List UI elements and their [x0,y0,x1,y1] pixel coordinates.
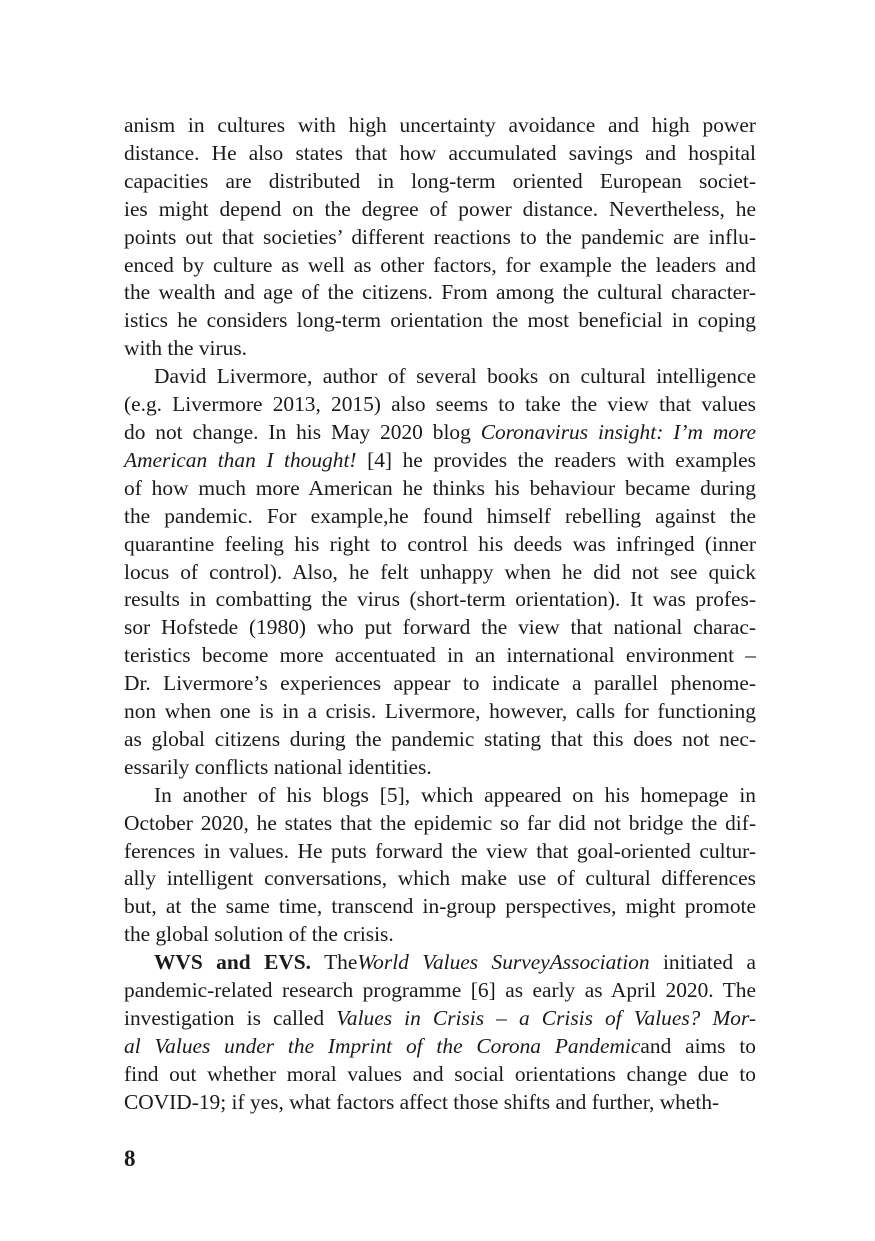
text-line [124,838,756,866]
text-line [124,1089,756,1117]
text-line [124,335,756,363]
text-run: COVID-19; if yes, what factors affect those shifts and further, wheth- [124,1089,720,1114]
text-run: essarily conflicts national identities. [124,754,432,779]
text-run: enced by culture as well as other factors, for example the leaders and [124,252,756,277]
text-run: results in combatting the virus (short-term orientation). It was profes- [124,587,756,612]
text-run: quarantine feeling his right to control his deeds was infringed (inner [124,531,756,556]
text-line [124,363,756,391]
text-line [124,475,756,503]
text-line [124,642,756,670]
page-number: 8 [124,1146,136,1171]
text-run: October 2020, he states that the epidemic so far did not bridge the dif- [124,810,756,835]
text-run: ferences in values. He puts forward the view that goal-oriented cultur- [124,838,756,863]
text-run: of how much more American he thinks his behaviour became during [124,475,756,500]
text-run: ies might depend on the degree of power distance. Nevertheless, he [124,196,756,221]
paragraph [124,782,756,949]
paragraph [124,112,756,363]
text-run: sor Hofstede (1980) who put forward the view that national charac- [124,615,756,640]
text-line [124,1005,756,1033]
text-run: ally intelligent conversations, which make use of cultural differences [124,866,756,891]
paragraph [124,949,756,1116]
text-run: istics he considers long-term orientation the most beneficial in coping [124,308,756,333]
text-line [124,503,756,531]
text-line [124,726,756,754]
text-line [124,419,756,447]
text-run: find out whether moral values and social orientations change due to [124,1061,756,1086]
text-run: distance. He also states that how accumulated savings and hospital [124,140,756,165]
text-line [124,893,756,921]
text-run: the pandemic. For example,he found himself rebelling against the [124,503,756,528]
text-run: The [311,950,358,975]
text-line [124,977,756,1005]
text-line [124,921,756,949]
text-run: the global solution of the crisis. [124,922,394,947]
text-line [124,670,756,698]
paragraph [124,363,756,782]
text-run: David Livermore, author of several books on cultural intelligence [154,364,756,389]
text-run: and aims to [640,1033,756,1058]
text-run: the wealth and age of the citizens. From among the cultural character- [124,280,756,305]
text-run: with the virus. [124,336,247,361]
text-line [124,196,756,224]
text-line [124,586,756,614]
text-line [124,698,756,726]
text-line [124,614,756,642]
text-line [124,279,756,307]
text-line [124,1033,756,1061]
run-in-heading: WVS and EVS. [154,950,312,975]
text-line [124,140,756,168]
text-run: but, at the same time, transcend in-group perspectives, might promote [124,894,756,919]
text-run: pandemic-related research programme [6] as early as April 2020. The [124,978,756,1003]
text-run: as global citizens during the pandemic stating that this does not nec- [124,726,756,751]
text-line [124,168,756,196]
text-line [124,252,756,280]
body-text [124,112,756,1117]
text-line [124,224,756,252]
text-line [124,949,756,977]
text-line [124,112,756,140]
text-run: investigation is called [124,1006,337,1030]
text-line [124,865,756,893]
text-line [124,391,756,419]
text-run: do not change. In his May 2020 blog [124,419,481,444]
text-run: capacities are distributed in long-term oriented European societ- [124,168,756,193]
italic-text: al Values under the Imprint of the Corona Pandemic [124,1033,641,1058]
text-run: teristics become more accentuated in an international environment – [124,643,756,668]
text-line [124,307,756,335]
italic-text: American than I thought! [124,447,357,472]
text-run: locus of control). Also, he felt unhappy when he did not see quick [124,559,756,584]
text-run: In another of his blogs [5], which appeared on his homepage in [154,782,756,807]
italic-text: Values in Crisis – a Crisis of Values? Mor- [336,1006,756,1030]
text-line [124,1061,756,1089]
text-line [124,754,756,782]
italic-text: Coronavirus insight: I’m more [480,419,756,444]
italic-text: World Values SurveyAssociation [357,950,650,975]
text-run: [4] he provides the readers with examples [356,447,756,472]
text-run: initiated a [649,950,756,975]
text-run: points out that societies’ different reactions to the pandemic are influ- [124,224,756,249]
text-run: anism in cultures with high uncertainty avoidance and high power [124,113,756,137]
text-line [124,810,756,838]
text-line [124,447,756,475]
text-run: (e.g. Livermore 2013, 2015) also seems to take the view that values [124,392,756,417]
text-line [124,559,756,587]
text-line [124,782,756,810]
text-run: non when one is in a crisis. Livermore, however, calls for functioning [124,699,756,724]
text-run: Dr. Livermore’s experiences appear to indicate a parallel phenome- [124,671,756,696]
text-line [124,531,756,559]
